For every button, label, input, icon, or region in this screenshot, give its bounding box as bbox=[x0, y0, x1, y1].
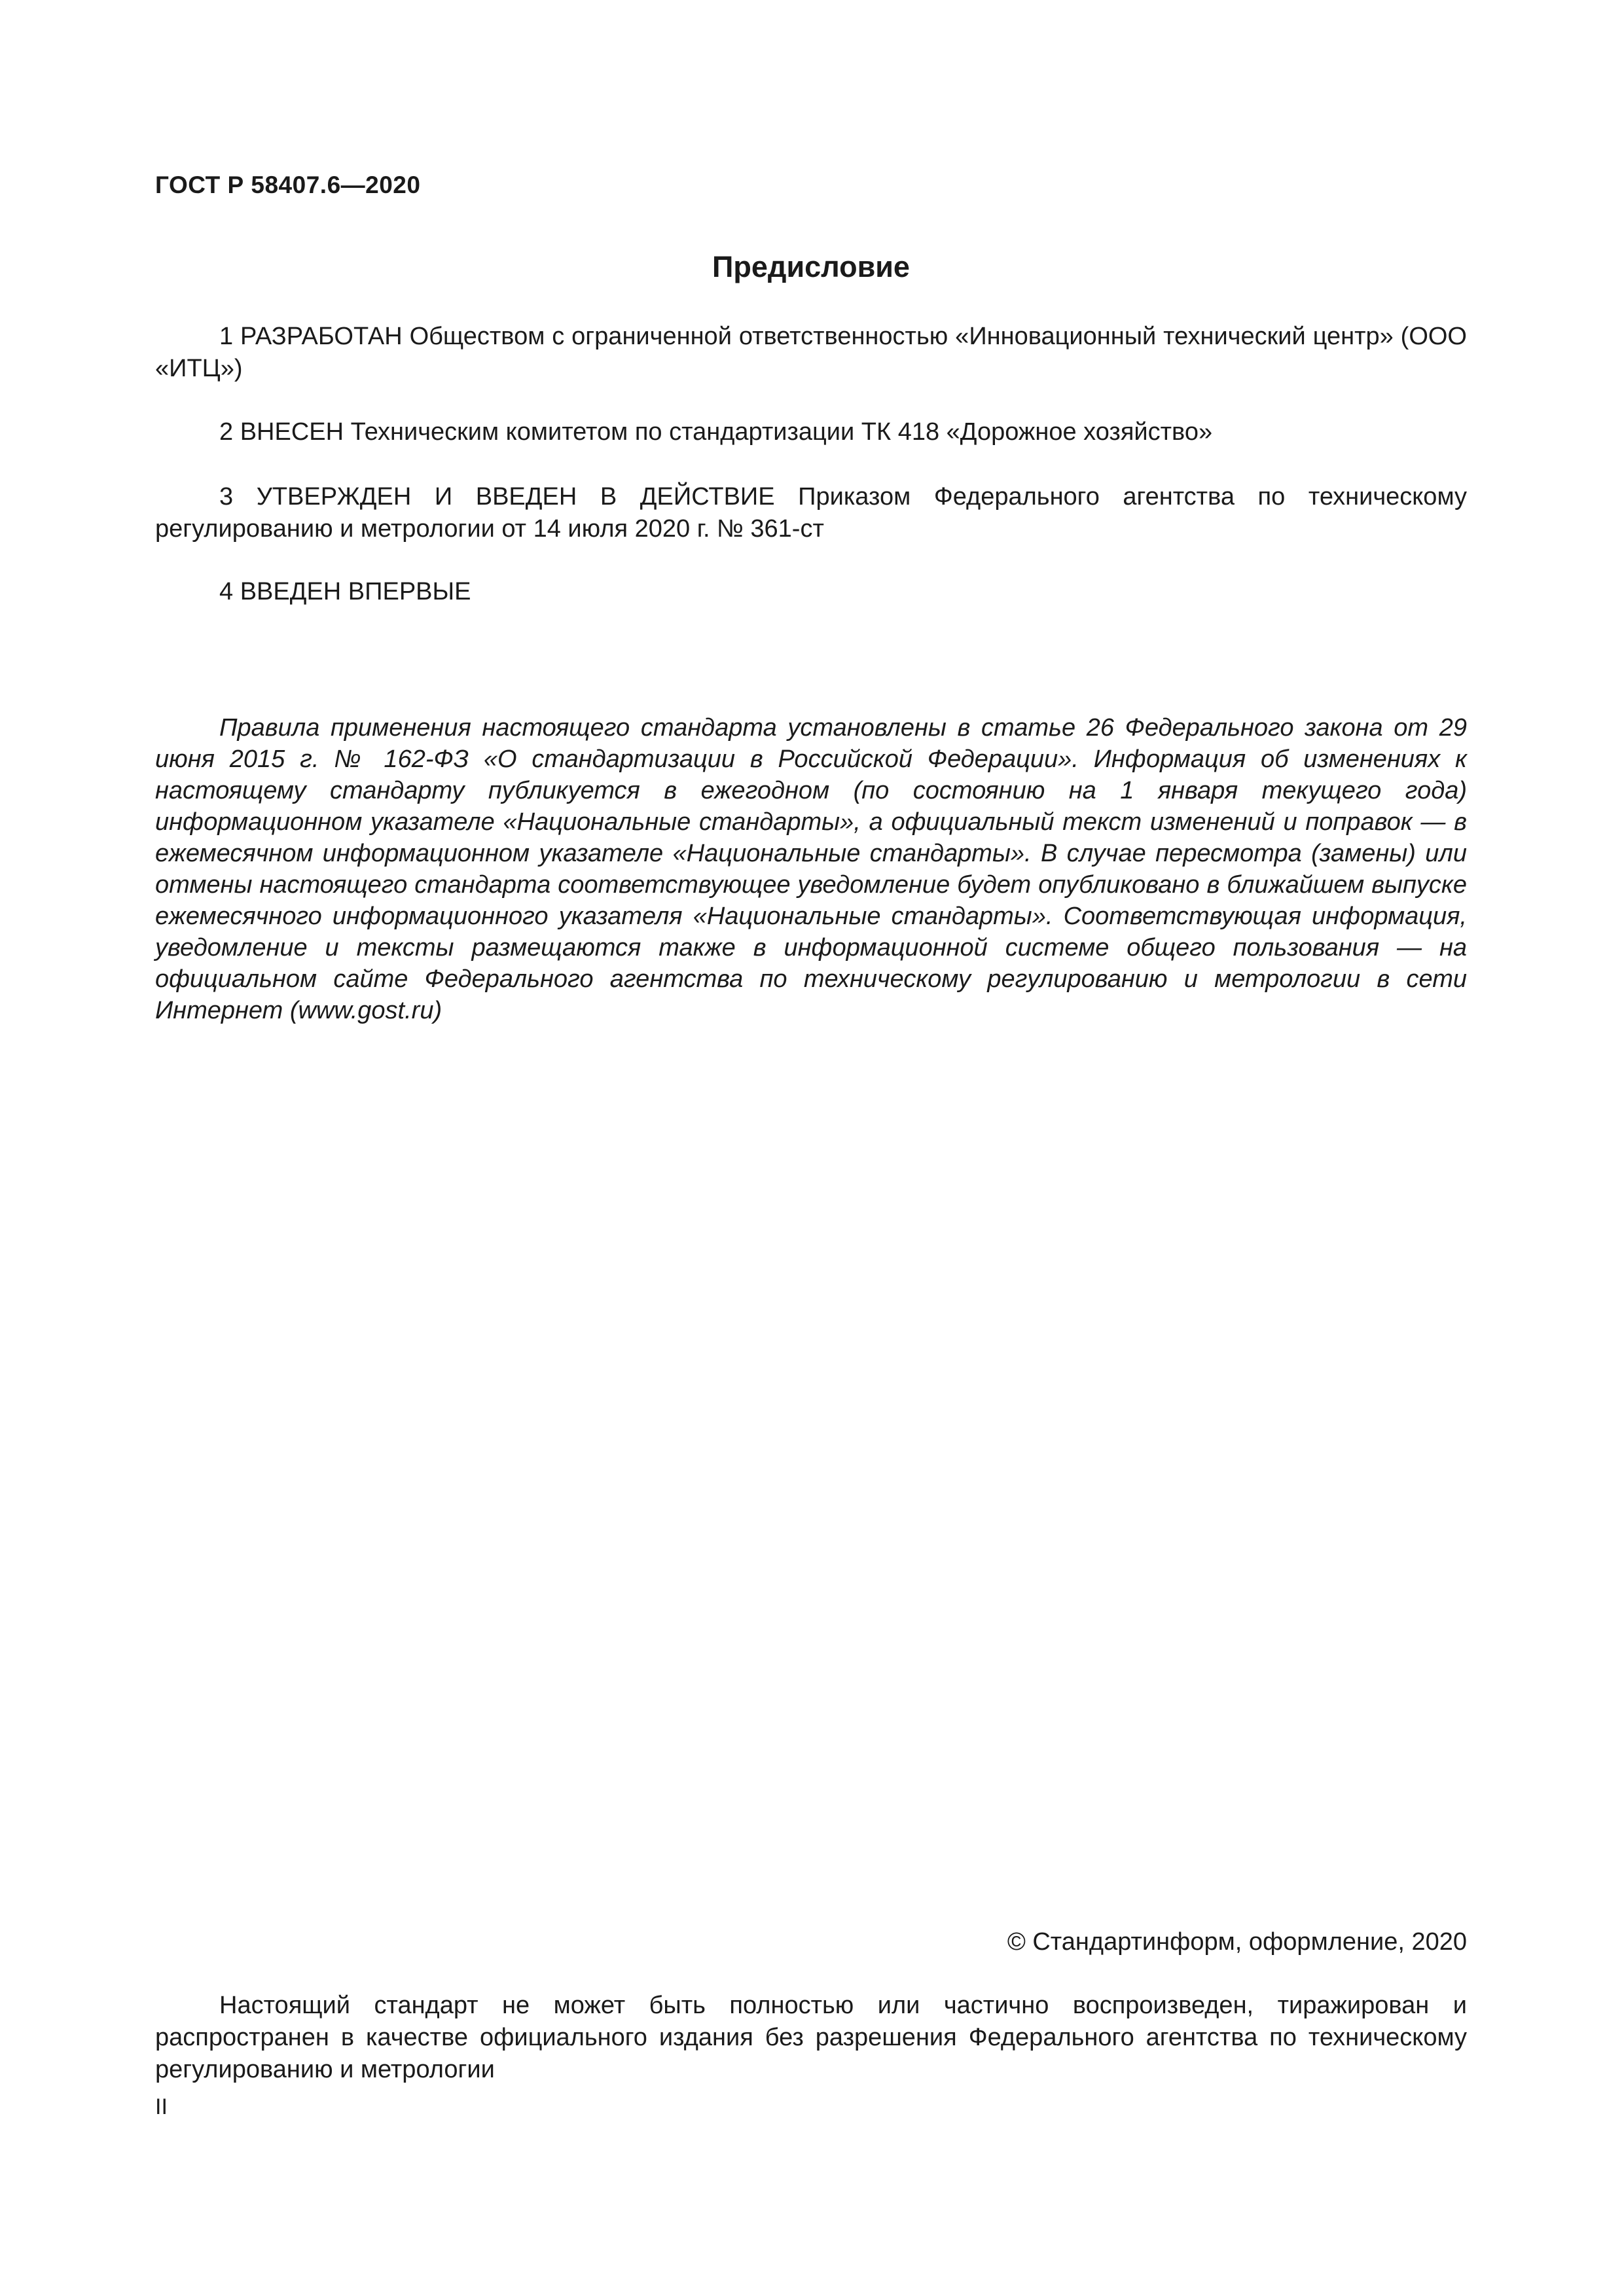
page-number: II bbox=[155, 2094, 168, 2119]
document-code: ГОСТ Р 58407.6—2020 bbox=[155, 171, 421, 198]
foreword-item-3: 3 УТВЕРЖДЕН И ВВЕДЕН В ДЕЙСТВИЕ Приказом Федерального агентства по техническому регулированию и метрологии от 14 июля 2020 г. № 361-ст bbox=[155, 483, 1467, 543]
copyright-notice: © Стандартинформ, оформление, 2020 bbox=[1007, 1928, 1467, 1956]
application-rules-note: Правила применения настоящего стандарта установлены в статье 26 Федерального закона от 29 июня 2015 г. № 162-ФЗ «О стандартизации в Российской Федерации». Информация об изменениях к настоящему стандарту публикуется в ежегодном (по состоянию на 1 января текущего года) информационном указателе «Национальные стандарты», а официальный текст изменений и поправок — в ежемесячном информационном указателе «Национальные стандарты». В случае пересмотра (замены) или отмены настоящего стандарта соответствующее уведомление будет опубликовано в ближайшем выпуске ежемесячного информационного указателя «Национальные стандарты». Соответствующая информация, уведомление и тексты размещаются также в информационной системе общего пользования — на официальном сайте Федерального агентства по техническому регулированию и метрологии в сети Интернет (www.gost.ru) bbox=[155, 714, 1467, 1024]
page-title: Предисловие bbox=[712, 250, 910, 283]
foreword-item-4: 4 ВВЕДЕН ВПЕРВЫЕ bbox=[219, 578, 471, 605]
foreword-item-2: 2 ВНЕСЕН Техническим комитетом по стандартизации ТК 418 «Дорожное хозяйство» bbox=[219, 418, 1213, 446]
foreword-item-1: 1 РАЗРАБОТАН Обществом с ограниченной ответственностью «Инновационный технический центр» (ООО «ИТЦ») bbox=[155, 323, 1467, 382]
reproduction-notice: Настоящий стандарт не может быть полностью или частично воспроизведен, тиражирован и распространен в качестве официального издания без разрешения Федерального агентства по техническому регулированию и метрологии bbox=[155, 1992, 1467, 2083]
